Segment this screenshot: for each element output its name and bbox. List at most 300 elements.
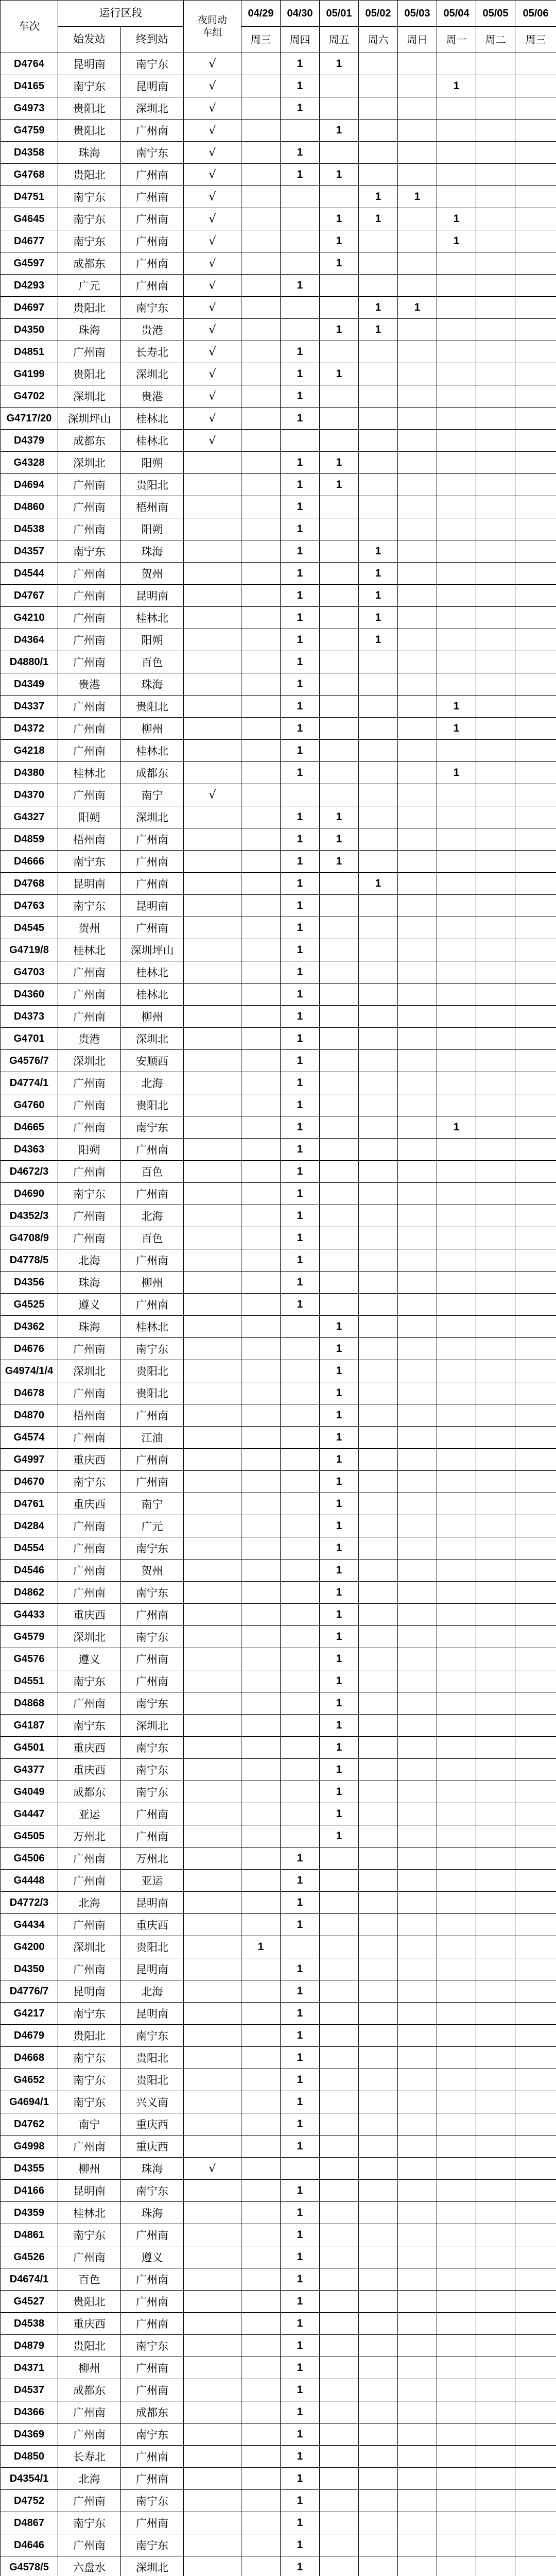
date-1-cell <box>281 230 320 252</box>
date-6-cell <box>476 1427 515 1449</box>
date-0-cell <box>241 2268 281 2291</box>
origin-station-cell: 成都东 <box>58 252 121 275</box>
date-3-cell <box>359 1316 398 1338</box>
date-5-cell <box>437 1139 476 1161</box>
date-3-cell <box>359 1515 398 1537</box>
date-7-cell <box>515 208 556 230</box>
date-3-cell <box>359 1582 398 1604</box>
date-4-cell <box>398 1205 437 1227</box>
date-5-cell <box>437 186 476 208</box>
date-2-cell: 1 <box>320 230 359 252</box>
date-7-cell <box>515 1249 556 1272</box>
table-row <box>1 585 556 607</box>
date-2-cell <box>320 2113 359 2136</box>
date-7-cell <box>515 961 556 984</box>
origin-station-cell: 广州南 <box>58 1094 121 1116</box>
table-row <box>1 563 556 585</box>
table-row <box>1 1471 556 1493</box>
table-row <box>1 762 556 784</box>
date-4-cell <box>398 1272 437 1294</box>
date-0-cell <box>241 142 281 164</box>
date-5-cell <box>437 1249 476 1272</box>
date-6-cell <box>476 53 515 75</box>
date-5-cell <box>437 2468 476 2490</box>
night-emu-cell <box>184 1648 241 1670</box>
date-5-cell <box>437 1825 476 1848</box>
table-row <box>1 873 556 895</box>
date-4-cell <box>398 1781 437 1803</box>
terminal-station-cell: 柳州 <box>121 1272 184 1294</box>
table-row <box>1 1382 556 1404</box>
date-3-cell <box>359 1427 398 1449</box>
date-5-cell <box>437 2136 476 2158</box>
train-number-cell: G4708/9 <box>1 1227 58 1249</box>
date-1-cell: 1 <box>281 828 320 851</box>
date-2-cell <box>320 984 359 1006</box>
weekday-header-3: 周六 <box>359 27 398 53</box>
date-6-cell <box>476 496 515 518</box>
date-7-cell <box>515 363 556 385</box>
table-row <box>1 252 556 275</box>
date-0-cell <box>241 2091 281 2113</box>
origin-station-cell: 北海 <box>58 1249 121 1272</box>
date-1-cell <box>281 208 320 230</box>
date-3-cell: 1 <box>359 319 398 341</box>
date-2-cell <box>320 2357 359 2379</box>
date-0-cell <box>241 563 281 585</box>
date-0-cell <box>241 1316 281 1338</box>
date-0-cell <box>241 1870 281 1892</box>
train-number-cell: G4217 <box>1 2003 58 2025</box>
date-2-cell <box>320 784 359 806</box>
date-0-cell <box>241 1183 281 1205</box>
date-0-cell <box>241 1670 281 1692</box>
train-number-cell: D4380 <box>1 762 58 784</box>
date-7-cell <box>515 1648 556 1670</box>
date-6-cell <box>476 1294 515 1316</box>
date-5-cell <box>437 2313 476 2335</box>
night-emu-cell <box>184 496 241 518</box>
terminal-station-cell: 桂林北 <box>121 607 184 629</box>
terminal-station-cell: 南宁东 <box>121 2534 184 2556</box>
origin-station-cell: 南宁东 <box>58 2091 121 2113</box>
date-5-cell <box>437 2424 476 2446</box>
date-1-cell <box>281 120 320 142</box>
date-0-cell <box>241 75 281 97</box>
date-0-cell <box>241 1515 281 1537</box>
date-5-cell <box>437 319 476 341</box>
terminal-station-cell: 广州南 <box>121 2468 184 2490</box>
date-4-cell: 1 <box>398 297 437 319</box>
origin-station-cell: 珠海 <box>58 1316 121 1338</box>
date-5-cell <box>437 895 476 917</box>
date-5-cell <box>437 1759 476 1781</box>
date-0-cell <box>241 2202 281 2224</box>
date-4-cell <box>398 563 437 585</box>
date-2-cell <box>320 563 359 585</box>
night-emu-cell <box>184 1116 241 1139</box>
night-emu-cell <box>184 2490 241 2512</box>
date-6-cell <box>476 917 515 939</box>
weekday-header-0: 周三 <box>241 27 281 53</box>
table-row <box>1 1648 556 1670</box>
origin-station-cell: 亚运 <box>58 1803 121 1825</box>
date-6-cell <box>476 2468 515 2490</box>
date-2-cell <box>320 1227 359 1249</box>
date-0-cell <box>241 2025 281 2047</box>
date-7-cell <box>515 2401 556 2424</box>
date-3-cell <box>359 1382 398 1404</box>
date-1-cell: 1 <box>281 629 320 651</box>
table-row <box>1 363 556 385</box>
date-6-cell <box>476 585 515 607</box>
date-4-cell <box>398 1582 437 1604</box>
date-6-cell <box>476 275 515 297</box>
date-5-cell <box>437 2180 476 2202</box>
table-row <box>1 984 556 1006</box>
date-4-cell <box>398 2357 437 2379</box>
date-5-cell <box>437 784 476 806</box>
date-4-cell <box>398 2268 437 2291</box>
date-6-cell <box>476 2246 515 2268</box>
night-emu-cell <box>184 563 241 585</box>
date-4-cell <box>398 1404 437 1427</box>
train-number-cell: D4678 <box>1 1382 58 1404</box>
date-5-cell <box>437 1404 476 1427</box>
date-6-cell <box>476 2224 515 2246</box>
date-5-cell <box>437 1205 476 1227</box>
date-6-cell <box>476 1870 515 1892</box>
table-row <box>1 97 556 120</box>
night-emu-cell <box>184 2424 241 2446</box>
date-3-cell <box>359 2335 398 2357</box>
origin-station-cell: 长寿北 <box>58 2446 121 2468</box>
night-emu-cell <box>184 2512 241 2534</box>
table-row <box>1 1980 556 2003</box>
table-body <box>1 53 556 2576</box>
train-number-cell: D4371 <box>1 2357 58 2379</box>
date-3-cell <box>359 2180 398 2202</box>
date-5-cell <box>437 474 476 496</box>
night-emu-cell <box>184 917 241 939</box>
night-emu-cell <box>184 540 241 563</box>
date-2-cell <box>320 895 359 917</box>
date-1-cell: 1 <box>281 762 320 784</box>
date-5-cell <box>437 2490 476 2512</box>
date-0-cell <box>241 1006 281 1028</box>
table-row <box>1 2091 556 2113</box>
date-2-cell <box>320 1272 359 1294</box>
date-2-cell: 1 <box>320 164 359 186</box>
date-6-cell <box>476 1825 515 1848</box>
origin-station-cell: 广州南 <box>58 740 121 762</box>
date-5-cell <box>437 1183 476 1205</box>
date-5-cell <box>437 1737 476 1759</box>
terminal-station-cell: 贵阳北 <box>121 1360 184 1382</box>
train-number-cell: G4768 <box>1 164 58 186</box>
train-number-cell: D4867 <box>1 2512 58 2534</box>
date-7-cell <box>515 2180 556 2202</box>
train-number-cell: G4701 <box>1 1028 58 1050</box>
origin-station-cell: 百色 <box>58 2268 121 2291</box>
date-0-cell <box>241 1116 281 1139</box>
date-1-cell: 1 <box>281 1183 320 1205</box>
date-6-cell <box>476 408 515 430</box>
date-6-cell <box>476 452 515 474</box>
date-3-cell <box>359 762 398 784</box>
date-3-cell <box>359 1205 398 1227</box>
table-row <box>1 740 556 762</box>
date-1-cell <box>281 1582 320 1604</box>
date-7-cell <box>515 1803 556 1825</box>
date-6-cell <box>476 1183 515 1205</box>
night-emu-cell <box>184 1183 241 1205</box>
table-row <box>1 1958 556 1980</box>
train-number-cell: G4578/5 <box>1 2556 58 2576</box>
date-1-cell: 1 <box>281 97 320 120</box>
table-row <box>1 1338 556 1360</box>
train-number-cell: D4752 <box>1 2490 58 2512</box>
date-3-cell <box>359 1272 398 1294</box>
date-4-cell <box>398 518 437 540</box>
train-number-cell: D4665 <box>1 1116 58 1139</box>
date-0-cell <box>241 2047 281 2069</box>
date-1-cell <box>281 1781 320 1803</box>
date-7-cell <box>515 2357 556 2379</box>
train-number-cell: D4697 <box>1 297 58 319</box>
origin-station-cell: 梧州南 <box>58 828 121 851</box>
terminal-station-cell: 广州南 <box>121 120 184 142</box>
night-emu-cell: √ <box>184 319 241 341</box>
origin-station-cell: 广州南 <box>58 1116 121 1139</box>
train-number-cell: D4690 <box>1 1183 58 1205</box>
origin-station-cell: 南宁东 <box>58 75 121 97</box>
date-3-cell <box>359 452 398 474</box>
date-5-cell <box>437 961 476 984</box>
date-6-cell <box>476 385 515 408</box>
date-4-cell <box>398 2446 437 2468</box>
date-2-cell <box>320 2424 359 2446</box>
origin-station-cell: 南宁东 <box>58 230 121 252</box>
date-7-cell <box>515 1936 556 1958</box>
date-3-cell <box>359 1958 398 1980</box>
night-emu-cell <box>184 740 241 762</box>
terminal-station-cell: 桂林北 <box>121 408 184 430</box>
night-emu-cell <box>184 1161 241 1183</box>
night-emu-cell: √ <box>184 142 241 164</box>
date-3-cell <box>359 164 398 186</box>
date-3-cell <box>359 961 398 984</box>
date-3-cell <box>359 2424 398 2446</box>
table-row <box>1 1316 556 1338</box>
date-4-cell <box>398 629 437 651</box>
date-7-cell <box>515 97 556 120</box>
date-5-cell <box>437 1427 476 1449</box>
date-5-cell <box>437 1006 476 1028</box>
date-5-cell <box>437 518 476 540</box>
date-3-cell <box>359 939 398 961</box>
date-0-cell <box>241 2180 281 2202</box>
date-1-cell <box>281 319 320 341</box>
night-emu-cell: √ <box>184 75 241 97</box>
origin-station-cell: 广州南 <box>58 563 121 585</box>
table-row <box>1 2113 556 2136</box>
origin-station-cell: 桂林北 <box>58 2202 121 2224</box>
terminal-station-cell: 重庆西 <box>121 2113 184 2136</box>
date-6-cell <box>476 97 515 120</box>
date-6-cell <box>476 2291 515 2313</box>
date-0-cell <box>241 1493 281 1515</box>
table-row <box>1 452 556 474</box>
date-7-cell <box>515 275 556 297</box>
date-0-cell <box>241 97 281 120</box>
date-1-cell <box>281 1338 320 1360</box>
date-0-cell <box>241 1958 281 1980</box>
date-2-cell <box>320 1161 359 1183</box>
date-1-cell <box>281 1449 320 1471</box>
date-0-cell <box>241 2512 281 2534</box>
night-emu-cell <box>184 1936 241 1958</box>
date-4-cell <box>398 696 437 718</box>
date-3-cell <box>359 1050 398 1072</box>
date-6-cell <box>476 696 515 718</box>
date-7-cell <box>515 1560 556 1582</box>
date-2-cell <box>320 696 359 718</box>
date-1-cell: 1 <box>281 1028 320 1050</box>
terminal-station-cell: 百色 <box>121 651 184 673</box>
night-emu-cell <box>184 1050 241 1072</box>
date-6-cell <box>476 762 515 784</box>
train-number-cell: G4218 <box>1 740 58 762</box>
date-0-cell <box>241 629 281 651</box>
date-4-cell <box>398 2113 437 2136</box>
train-number-cell: G4645 <box>1 208 58 230</box>
origin-station-cell: 南宁东 <box>58 1715 121 1737</box>
date-1-cell: 1 <box>281 961 320 984</box>
table-row <box>1 828 556 851</box>
night-emu-cell <box>184 2025 241 2047</box>
origin-station-cell: 贺州 <box>58 917 121 939</box>
date-6-cell <box>476 1249 515 1272</box>
date-2-cell: 1 <box>320 828 359 851</box>
terminal-station-cell: 北海 <box>121 1980 184 2003</box>
date-4-cell <box>398 1449 437 1471</box>
table-row <box>1 1670 556 1692</box>
terminal-station-cell: 深圳北 <box>121 1715 184 1737</box>
date-4-cell <box>398 164 437 186</box>
date-1-cell: 1 <box>281 2025 320 2047</box>
date-1-cell: 1 <box>281 895 320 917</box>
origin-station-cell: 南宁东 <box>58 208 121 230</box>
train-number-cell: D4676 <box>1 1338 58 1360</box>
date-5-cell <box>437 2357 476 2379</box>
section-header: 运行区段 <box>58 1 184 27</box>
date-6-cell <box>476 186 515 208</box>
date-7-cell <box>515 1272 556 1294</box>
date-5-cell <box>437 1515 476 1537</box>
origin-station-cell: 广元 <box>58 275 121 297</box>
date-5-cell <box>437 363 476 385</box>
date-4-cell <box>398 1715 437 1737</box>
date-1-cell <box>281 1316 320 1338</box>
date-2-cell: 1 <box>320 1382 359 1404</box>
train-number-cell: D4284 <box>1 1515 58 1537</box>
date-2-cell <box>320 97 359 120</box>
date-2-cell <box>320 1050 359 1072</box>
date-3-cell <box>359 408 398 430</box>
date-3-cell <box>359 851 398 873</box>
date-2-cell: 1 <box>320 806 359 828</box>
date-7-cell <box>515 1161 556 1183</box>
night-emu-cell <box>184 1582 241 1604</box>
night-emu-cell <box>184 1493 241 1515</box>
date-4-cell <box>398 1604 437 1626</box>
date-0-cell <box>241 1028 281 1050</box>
table-row <box>1 518 556 540</box>
date-0-cell <box>241 585 281 607</box>
date-4-cell <box>398 408 437 430</box>
date-3-cell: 1 <box>359 297 398 319</box>
night-emu-cell <box>184 1737 241 1759</box>
night-emu-cell <box>184 2291 241 2313</box>
date-6-cell <box>476 563 515 585</box>
date-7-cell <box>515 806 556 828</box>
train-number-cell: D4363 <box>1 1139 58 1161</box>
train-number-cell: D4674/1 <box>1 2268 58 2291</box>
date-7-cell <box>515 186 556 208</box>
date-1-cell: 1 <box>281 984 320 1006</box>
table-row <box>1 120 556 142</box>
night-emu-cell: √ <box>184 430 241 452</box>
train-number-cell: D4551 <box>1 1670 58 1692</box>
date-2-cell <box>320 2401 359 2424</box>
date-6-cell <box>476 2512 515 2534</box>
train-number-cell: D4870 <box>1 1404 58 1427</box>
date-4-cell <box>398 1471 437 1493</box>
date-2-cell: 1 <box>320 474 359 496</box>
night-emu-cell <box>184 2091 241 2113</box>
date-2-cell <box>320 275 359 297</box>
date-5-cell <box>437 1272 476 1294</box>
night-emu-cell <box>184 806 241 828</box>
date-3-cell <box>359 1692 398 1715</box>
date-1-cell <box>281 1626 320 1648</box>
date-6-cell <box>476 784 515 806</box>
date-7-cell <box>515 1692 556 1715</box>
table-row <box>1 2446 556 2468</box>
date-4-cell <box>398 496 437 518</box>
date-3-cell: 1 <box>359 540 398 563</box>
date-6-cell <box>476 1028 515 1050</box>
origin-station-cell: 深圳北 <box>58 1936 121 1958</box>
terminal-station-cell: 昆明南 <box>121 1958 184 1980</box>
table-row <box>1 2556 556 2576</box>
table-row <box>1 1936 556 1958</box>
night-emu-cell <box>184 2313 241 2335</box>
date-1-cell: 1 <box>281 939 320 961</box>
date-3-cell <box>359 1294 398 1316</box>
date-6-cell <box>476 1936 515 1958</box>
date-5-cell <box>437 275 476 297</box>
date-0-cell <box>241 1161 281 1183</box>
date-1-cell: 1 <box>281 873 320 895</box>
date-4-cell <box>398 1249 437 1272</box>
date-7-cell <box>515 2313 556 2335</box>
date-7-cell <box>515 2136 556 2158</box>
date-6-cell <box>476 1604 515 1626</box>
train-number-cell: G4719/8 <box>1 939 58 961</box>
date-2-cell <box>320 718 359 740</box>
